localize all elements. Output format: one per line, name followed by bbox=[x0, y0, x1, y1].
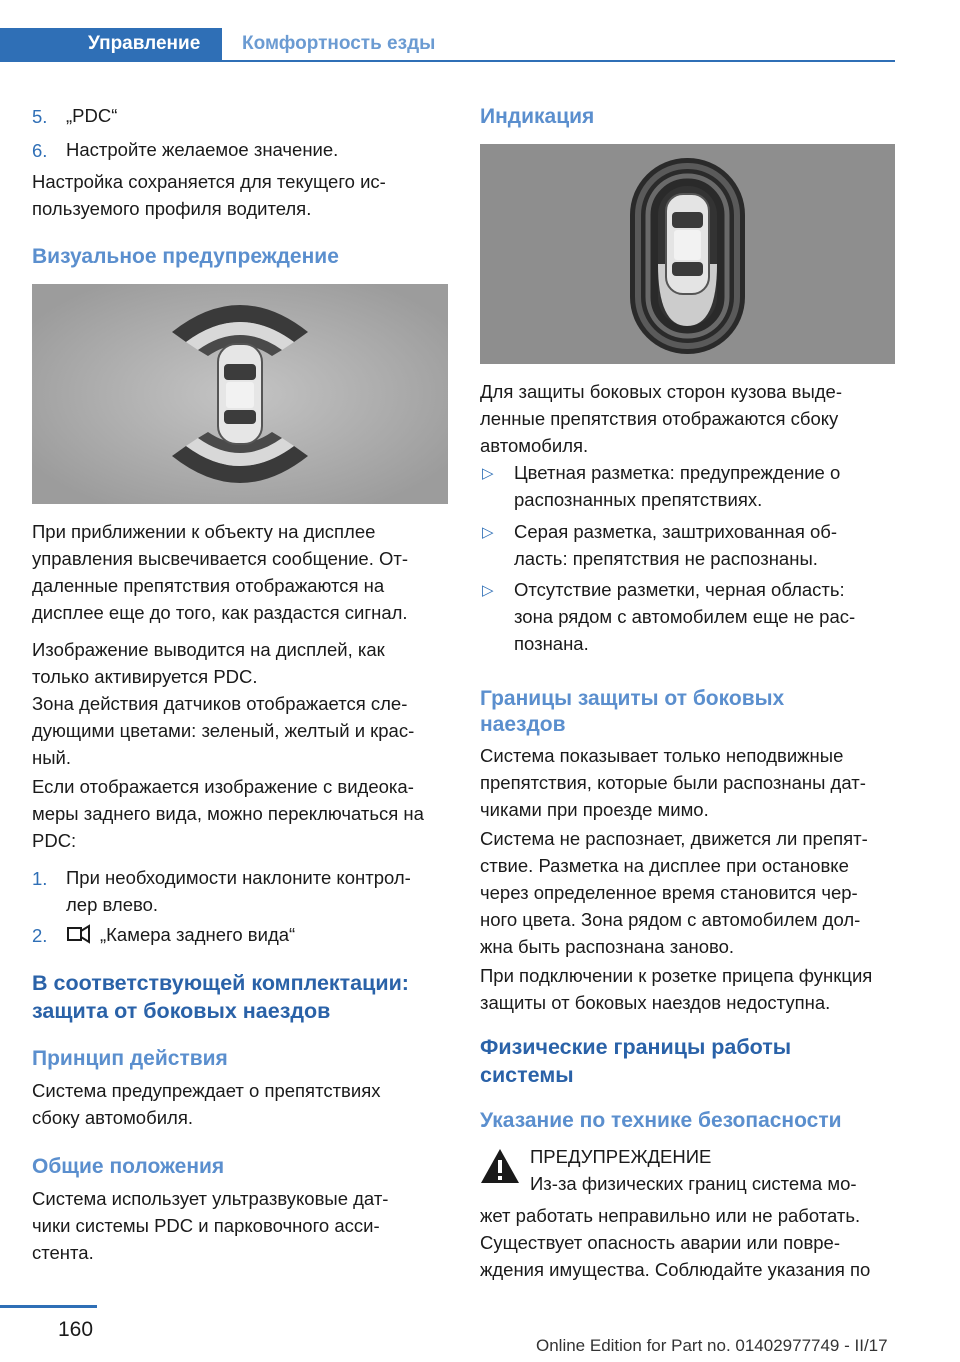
section-heading: Визуальное предупреждение bbox=[32, 245, 339, 268]
list-item-text: Настройте желаемое значение. bbox=[66, 139, 339, 160]
paragraph-line: При приближении к объекту на дисплее bbox=[32, 521, 376, 542]
paragraph-line: даленные препятствия отображаются на bbox=[32, 575, 385, 596]
paragraph-line: ного цвета. Зона рядом с автомобилем дол- bbox=[480, 909, 861, 930]
warning-text: Существует опасность аварии или повре- bbox=[480, 1232, 841, 1253]
paragraph-line: дисплее еще до того, как раздастся сигнал. bbox=[32, 602, 408, 623]
paragraph-line: ствие. Разметка на дисплее при остановке bbox=[480, 855, 849, 876]
header-divider bbox=[222, 60, 895, 62]
section-heading: Физические границы работы bbox=[480, 1035, 792, 1059]
paragraph-line: сбоку автомобиля. bbox=[32, 1107, 193, 1128]
paragraph-line: чики системы PDC и парковочного асси- bbox=[32, 1215, 380, 1236]
section-heading: системы bbox=[480, 1063, 574, 1087]
section-heading: Границы защиты от боковых bbox=[480, 687, 785, 710]
list-item-text: Цветная разметка: предупреждение о bbox=[514, 462, 841, 483]
section-heading: Указание по технике безопасности bbox=[480, 1109, 842, 1132]
paragraph-line: Настройка сохраняется для текущего ис- bbox=[32, 171, 386, 192]
paragraph-line: При подключении к розетке прицепа функция bbox=[480, 965, 873, 986]
list-item-text: „PDC“ bbox=[66, 105, 118, 126]
paragraph-line: препятствия, которые были распознаны дат- bbox=[480, 772, 866, 793]
list-item-text: При необходимости наклоните контрол- bbox=[66, 867, 411, 888]
list-item-text: ласть: препятствия не распознаны. bbox=[514, 548, 818, 569]
paragraph-line: стента. bbox=[32, 1242, 94, 1263]
camera-icon bbox=[66, 920, 92, 953]
list-number: 6. bbox=[32, 140, 48, 161]
pdc-visual-image bbox=[32, 284, 448, 504]
list-item-text: Серая разметка, заштрихованная об- bbox=[514, 521, 838, 542]
list-number: 5. bbox=[32, 106, 48, 127]
warning-text: ждения имущества. Соблюдайте указания по bbox=[480, 1259, 871, 1280]
section-heading: защита от боковых наездов bbox=[32, 999, 331, 1023]
paragraph-line: меры заднего вида, можно переключаться на bbox=[32, 803, 424, 824]
tab-control bbox=[0, 28, 222, 62]
warning-icon bbox=[480, 1148, 520, 1189]
list-item-text: „Камера заднего вида“ bbox=[100, 924, 296, 945]
paragraph-line: жна быть распознана заново. bbox=[480, 936, 735, 957]
paragraph-line: ный. bbox=[32, 747, 71, 768]
triangle-bullet-icon: ▷ bbox=[482, 465, 494, 482]
paragraph-line: Система показывает только неподвижные bbox=[480, 745, 844, 766]
paragraph-line: ленные препятствия отображаются сбоку bbox=[480, 408, 839, 429]
warning-text: Из-за физических границ система мо- bbox=[530, 1173, 857, 1194]
section-heading: Индикация bbox=[480, 105, 595, 128]
paragraph-line: автомобиля. bbox=[480, 435, 589, 456]
list-item-text: зона рядом с автомобилем еще не рас- bbox=[514, 606, 856, 627]
list-number: 2. bbox=[32, 925, 48, 946]
paragraph-line: Изображение выводится на дисплей, как bbox=[32, 639, 385, 660]
section-heading: наездов bbox=[480, 713, 566, 736]
pdc-illustration bbox=[32, 284, 448, 504]
side-protection-illustration bbox=[480, 144, 895, 364]
paragraph-line: дующими цветами: зеленый, желтый и крас- bbox=[32, 720, 415, 741]
paragraph-line: PDC: bbox=[32, 830, 77, 851]
triangle-bullet-icon: ▷ bbox=[482, 582, 494, 599]
header-tabbar bbox=[0, 28, 895, 62]
paragraph-line: только активируется PDC. bbox=[32, 666, 258, 687]
section-heading: Принцип действия bbox=[32, 1047, 228, 1070]
edition-note: Online Edition for Part no. 01402977749 - II/17 bbox=[536, 1336, 888, 1355]
paragraph-line: через определенное время становится чер- bbox=[480, 882, 858, 903]
warning-text: жет работать неправильно или не работать. bbox=[480, 1205, 861, 1226]
paragraph-line: пользуемого профиля водителя. bbox=[32, 198, 312, 219]
tab-control-label: Управление bbox=[88, 33, 201, 54]
list-item-text: распознанных препятствиях. bbox=[514, 489, 763, 510]
paragraph-line: управления высвечивается сообщение. От- bbox=[32, 548, 409, 569]
page-number: 160 bbox=[58, 1318, 94, 1341]
paragraph-line: Система не распознает, движется ли препят- bbox=[480, 828, 868, 849]
paragraph-line: чиками при проезде мимо. bbox=[480, 799, 709, 820]
paragraph-line: Система предупреждает о препятствиях bbox=[32, 1080, 381, 1101]
paragraph-line: защиты от боковых наездов недоступна. bbox=[480, 992, 831, 1013]
list-item-text: лер влево. bbox=[66, 894, 159, 915]
triangle-bullet-icon: ▷ bbox=[482, 524, 494, 541]
paragraph-line: Если отображается изображение с видеока- bbox=[32, 776, 414, 797]
section-heading: В соответствующей комплектации: bbox=[32, 971, 409, 995]
side-protection-image bbox=[480, 144, 895, 364]
list-number: 1. bbox=[32, 868, 48, 889]
list-item-text: Отсутствие разметки, черная область: bbox=[514, 579, 845, 600]
footer-divider bbox=[0, 1305, 97, 1308]
warning-title: ПРЕДУПРЕЖДЕНИЕ bbox=[530, 1146, 712, 1167]
paragraph-line: Зона действия датчиков отображается сле- bbox=[32, 693, 408, 714]
paragraph-line: Для защиты боковых сторон кузова выде- bbox=[480, 381, 842, 402]
list-item-text: познана. bbox=[514, 633, 589, 654]
section-heading: Общие положения bbox=[32, 1155, 225, 1178]
tab-comfort-label: Комфортность езды bbox=[242, 33, 436, 54]
paragraph-line: Система использует ультразвуковые дат- bbox=[32, 1188, 389, 1209]
